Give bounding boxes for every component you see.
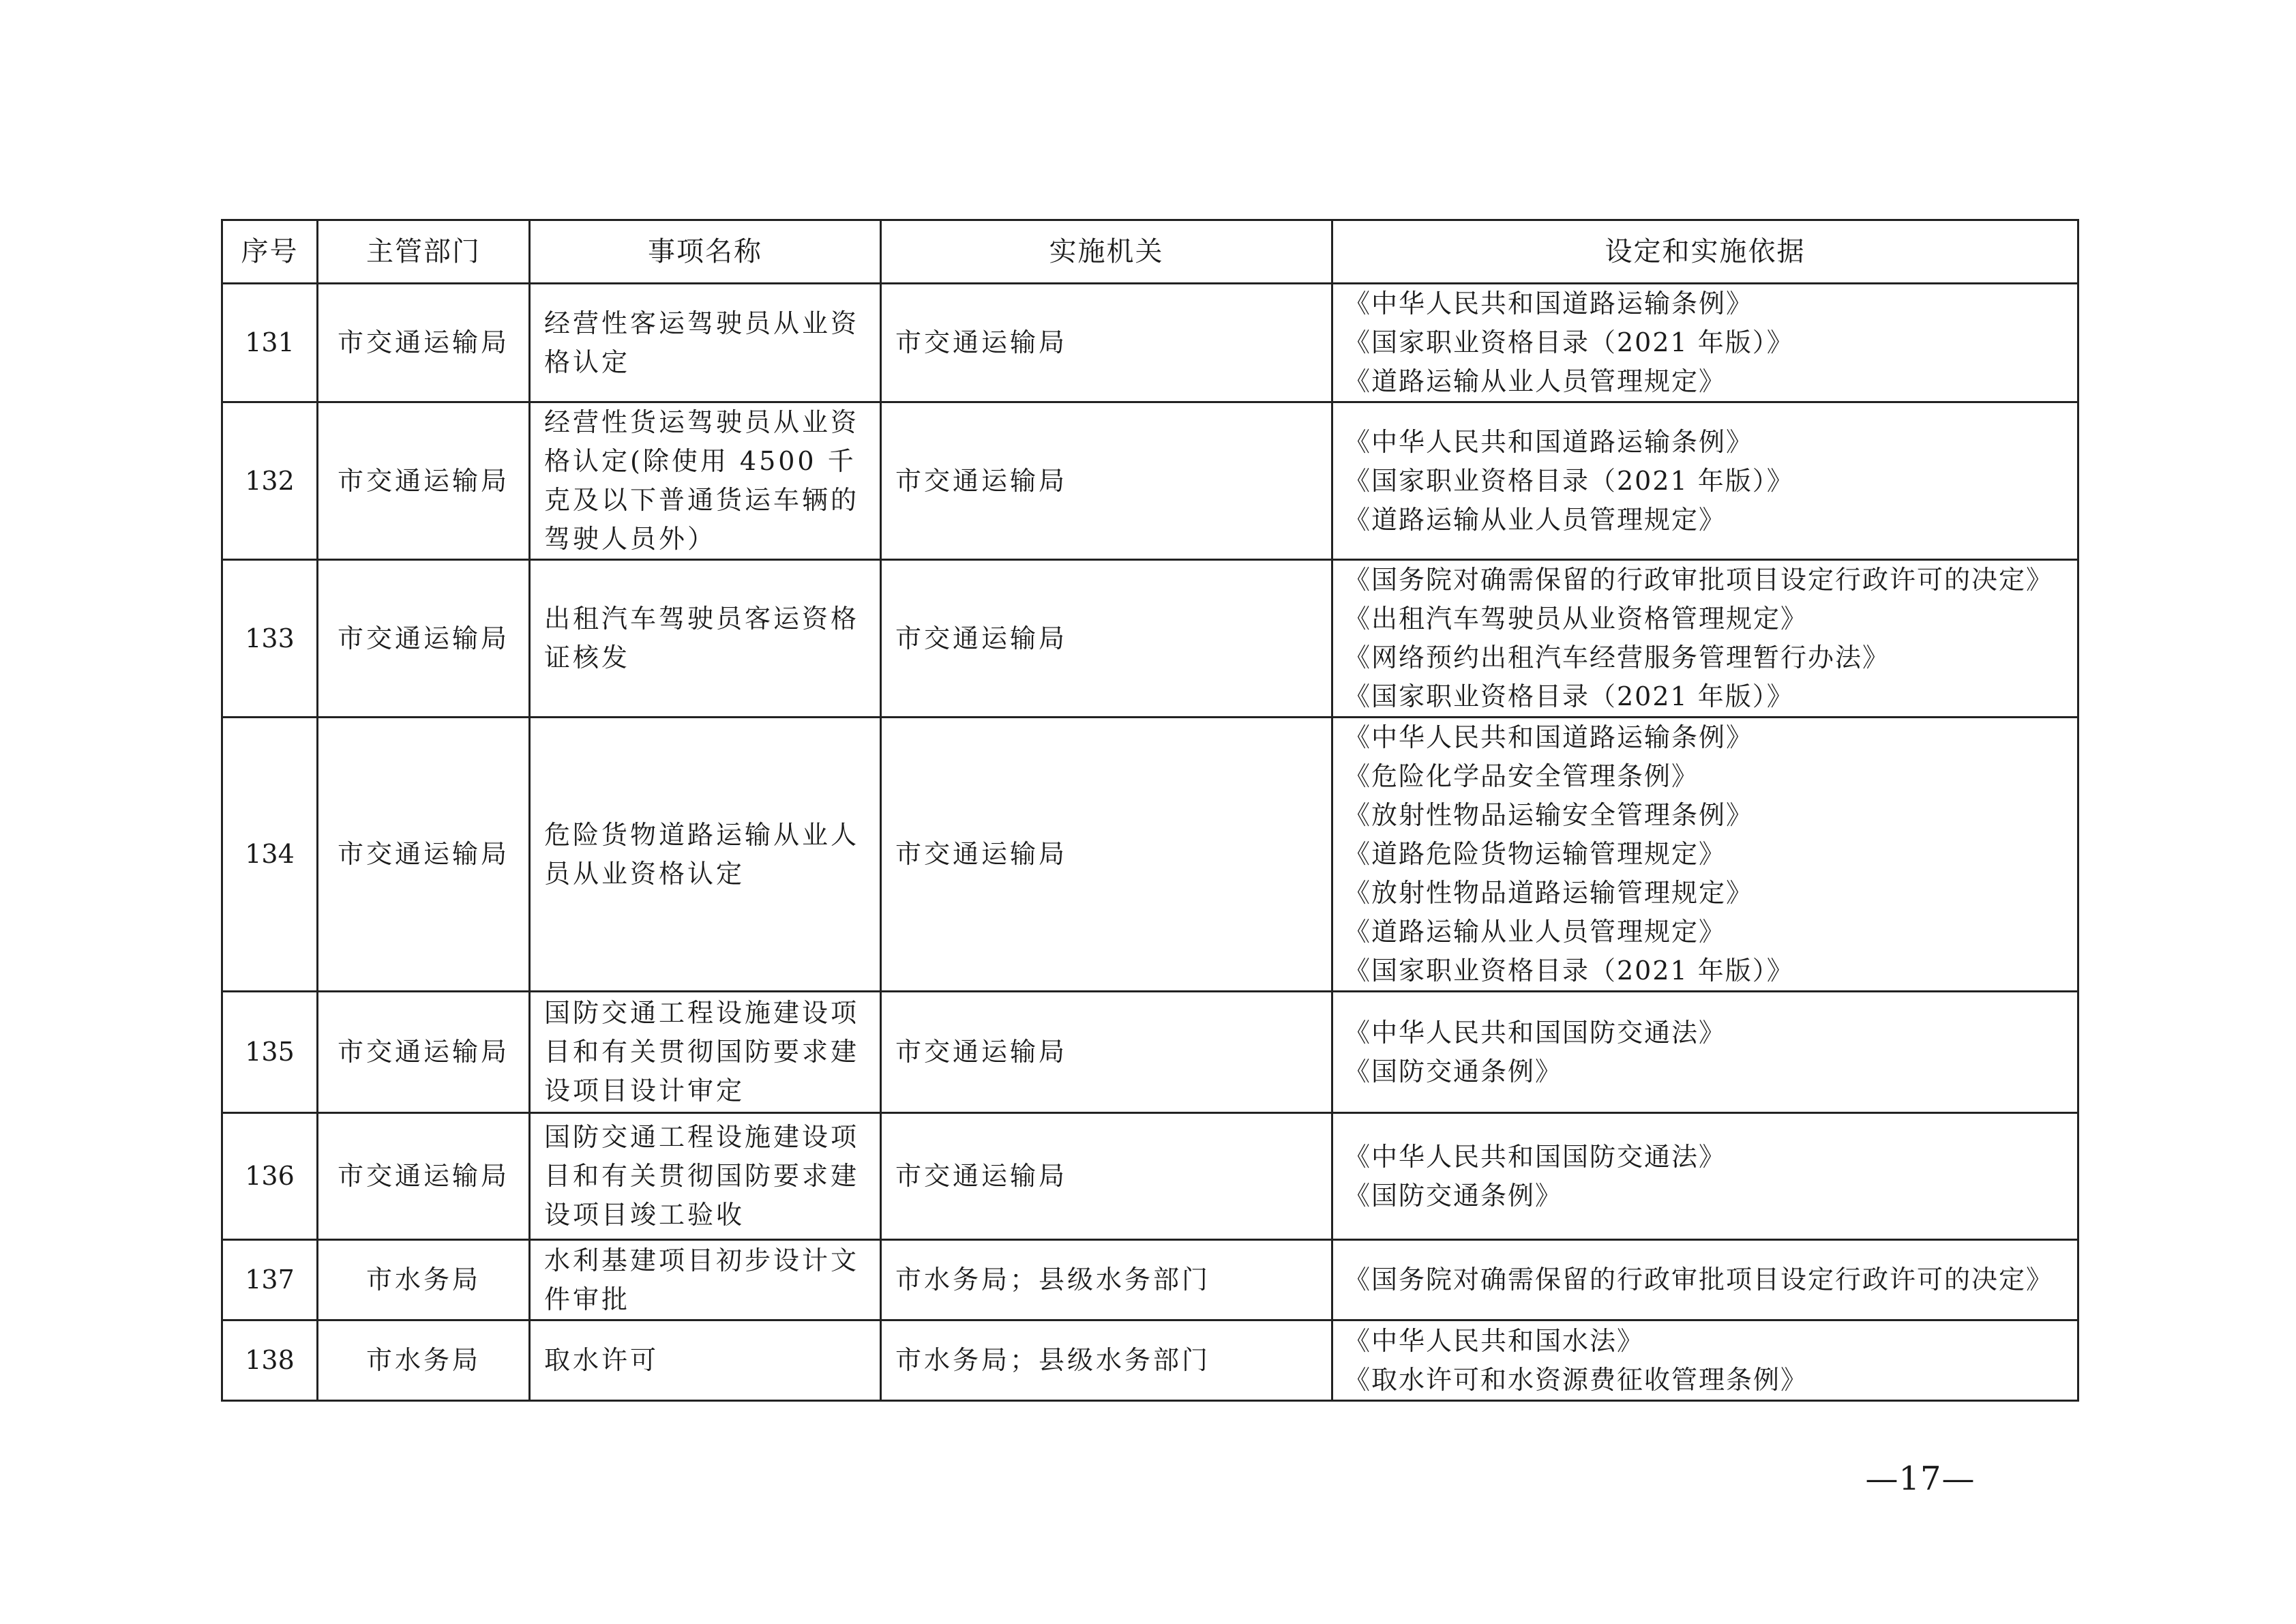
legal-basis-line: 《放射性物品道路运输管理规定》 <box>1344 878 1754 908</box>
approval-items-table <box>221 219 2079 1402</box>
legal-basis-cell <box>1332 718 2078 992</box>
legal-basis-line: 《道路运输从业人员管理规定》 <box>1344 917 1727 947</box>
header-department: 主管部门 <box>318 220 530 284</box>
implementing-agency-cell: 市水务局；县级水务部门 <box>881 1240 1332 1320</box>
legal-basis-line: 《危险化学品安全管理条例》 <box>1344 761 1699 791</box>
legal-basis-line: 《出租汽车驾驶员从业资格管理规定》 <box>1344 604 1808 634</box>
legal-basis-line: 《道路危险货物运输管理规定》 <box>1344 839 1727 869</box>
serial-number-cell: 134 <box>222 718 318 992</box>
legal-basis-cell <box>1332 1113 2078 1240</box>
department-cell: 市交通运输局 <box>318 402 530 560</box>
table-row <box>222 284 2078 402</box>
implementing-agency-cell: 市交通运输局 <box>881 718 1332 992</box>
serial-number-cell: 138 <box>222 1320 318 1401</box>
legal-basis-line: 《国务院对确需保留的行政审批项目设定行政许可的决定》 <box>1344 565 2054 595</box>
legal-basis-line: 《放射性物品运输安全管理条例》 <box>1344 800 1754 830</box>
legal-basis-cell <box>1332 284 2078 402</box>
legal-basis-line: 《道路运输从业人员管理规定》 <box>1344 504 1727 535</box>
legal-basis-line: 《中华人民共和国道路运输条例》 <box>1344 426 1754 457</box>
item-name-cell: 危险货物道路运输从业人员从业资格认定 <box>530 718 881 992</box>
department-cell: 市交通运输局 <box>318 284 530 402</box>
implementing-agency-cell: 市交通运输局 <box>881 1113 1332 1240</box>
header-serial-number: 序号 <box>222 220 318 284</box>
department-cell: 市交通运输局 <box>318 560 530 718</box>
table-row <box>222 992 2078 1113</box>
legal-basis-line: 《国防交通条例》 <box>1344 1180 1563 1211</box>
legal-basis-line: 《中华人民共和国水法》 <box>1344 1325 1645 1356</box>
table-row <box>222 718 2078 992</box>
item-name-cell: 经营性货运驾驶员从业资格认定(除使用 4500 千克及以下普通货运车辆的驾驶人员外） <box>530 402 881 560</box>
legal-basis-line: 《国家职业资格目录（2021 年版）》 <box>1344 465 1794 496</box>
legal-basis-line: 《网络预约出租汽车经营服务管理暂行办法》 <box>1344 643 1890 673</box>
implementing-agency-cell: 市交通运输局 <box>881 992 1332 1113</box>
item-name-cell: 水利基建项目初步设计文件审批 <box>530 1240 881 1320</box>
legal-basis-cell <box>1332 992 2078 1113</box>
legal-basis-line: 《中华人民共和国国防交通法》 <box>1344 1017 1727 1048</box>
legal-basis-cell <box>1332 560 2078 718</box>
item-name-cell: 取水许可 <box>530 1320 881 1401</box>
table-row <box>222 402 2078 560</box>
implementing-agency-cell: 市交通运输局 <box>881 402 1332 560</box>
table-row <box>222 1113 2078 1240</box>
header-item-name: 事项名称 <box>530 220 881 284</box>
department-cell: 市水务局 <box>318 1320 530 1401</box>
table-row <box>222 1320 2078 1401</box>
header-legal-basis: 设定和实施依据 <box>1332 220 2078 284</box>
implementing-agency-cell: 市交通运输局 <box>881 284 1332 402</box>
legal-basis-line: 《中华人民共和国道路运输条例》 <box>1344 289 1754 319</box>
serial-number-cell: 135 <box>222 992 318 1113</box>
department-cell: 市交通运输局 <box>318 992 530 1113</box>
department-cell: 市水务局 <box>318 1240 530 1320</box>
serial-number-cell: 137 <box>222 1240 318 1320</box>
legal-basis-line: 《中华人民共和国道路运输条例》 <box>1344 722 1754 752</box>
legal-basis-line: 《国家职业资格目录（2021 年版）》 <box>1344 681 1794 711</box>
table-row <box>222 560 2078 718</box>
legal-basis-line: 《国防交通条例》 <box>1344 1056 1563 1087</box>
implementing-agency-cell: 市交通运输局 <box>881 560 1332 718</box>
legal-basis-cell <box>1332 1320 2078 1401</box>
serial-number-cell: 136 <box>222 1113 318 1240</box>
serial-number-cell: 133 <box>222 560 318 718</box>
table-header-row <box>222 220 2078 284</box>
legal-basis-cell <box>1332 1240 2078 1320</box>
implementing-agency-cell: 市水务局；县级水务部门 <box>881 1320 1332 1401</box>
serial-number-cell: 132 <box>222 402 318 560</box>
serial-number-cell: 131 <box>222 284 318 402</box>
table-row <box>222 1240 2078 1320</box>
page-number: —17— <box>1865 1460 1976 1498</box>
legal-basis-line: 《国家职业资格目录（2021 年版）》 <box>1344 956 1794 986</box>
department-cell: 市交通运输局 <box>318 718 530 992</box>
item-name-cell: 经营性客运驾驶员从业资格认定 <box>530 284 881 402</box>
legal-basis-line: 《国务院对确需保留的行政审批项目设定行政许可的决定》 <box>1344 1265 2054 1295</box>
department-cell: 市交通运输局 <box>318 1113 530 1240</box>
item-name-cell: 国防交通工程设施建设项目和有关贯彻国防要求建设项目竣工验收 <box>530 1113 881 1240</box>
legal-basis-cell <box>1332 402 2078 560</box>
legal-basis-line: 《中华人民共和国国防交通法》 <box>1344 1141 1727 1172</box>
header-implementing-agency: 实施机关 <box>881 220 1332 284</box>
legal-basis-line: 《国家职业资格目录（2021 年版）》 <box>1344 327 1794 357</box>
legal-basis-line: 《取水许可和水资源费征收管理条例》 <box>1344 1364 1808 1395</box>
legal-basis-line: 《道路运输从业人员管理规定》 <box>1344 366 1727 396</box>
item-name-cell: 国防交通工程设施建设项目和有关贯彻国防要求建设项目设计审定 <box>530 992 881 1113</box>
item-name-cell: 出租汽车驾驶员客运资格证核发 <box>530 560 881 718</box>
